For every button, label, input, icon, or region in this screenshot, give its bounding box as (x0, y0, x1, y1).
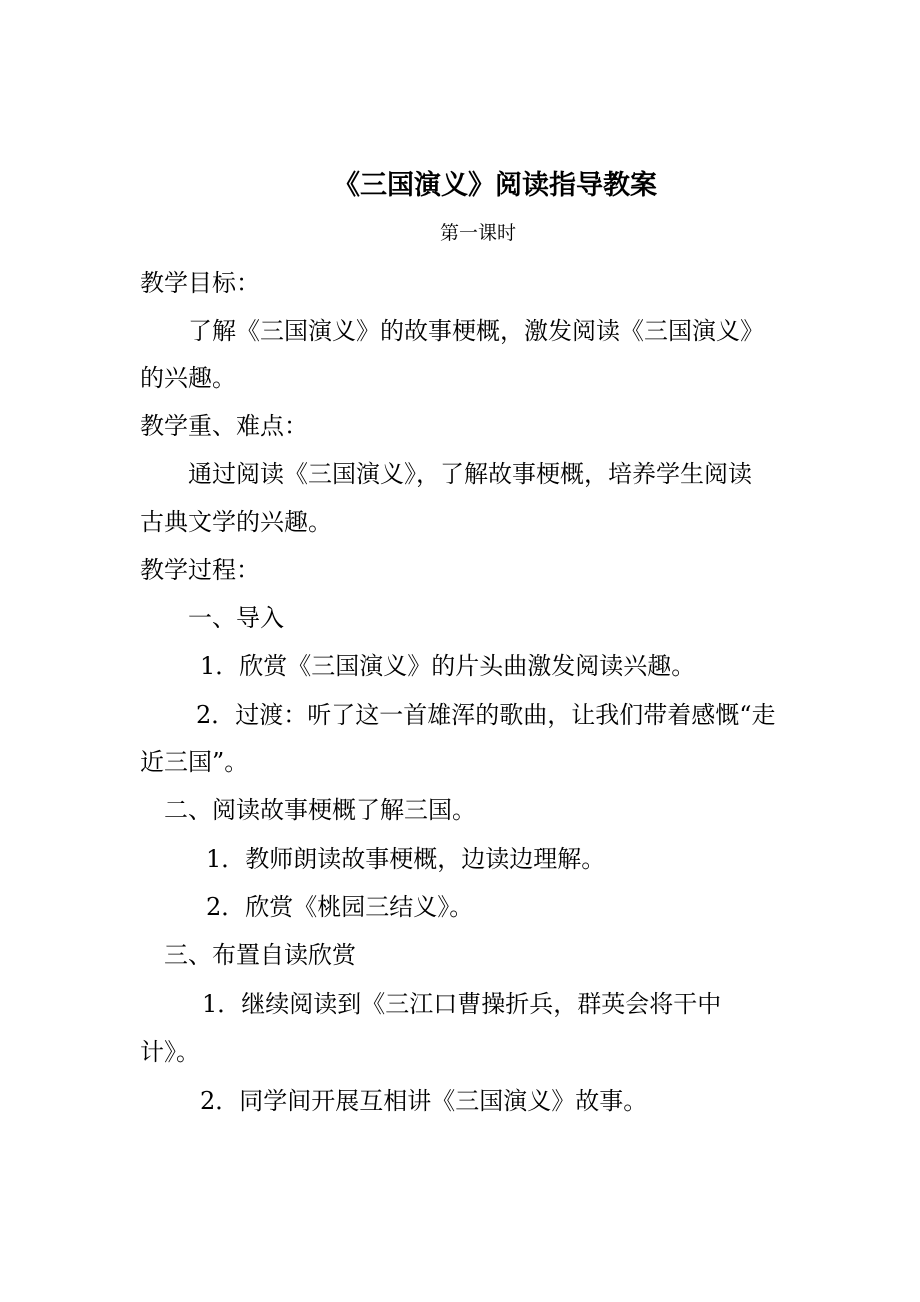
key-points-heading: 教学重、难点： (140, 412, 308, 440)
objectives-text-line-2: 的兴趣。 (140, 364, 236, 392)
section-3-item-1-line-2: 计》。 (140, 1038, 200, 1066)
section-1-heading: 一、导入 (188, 604, 284, 632)
key-points-text-line-2: 古典文学的兴趣。 (140, 508, 332, 536)
objectives-heading: 教学目标： (140, 269, 260, 297)
key-points-text-line-1: 通过阅读《三国演义》，了解故事梗概，培养学生阅读 (188, 460, 752, 488)
section-1-item-2-line-2: 近三国”。 (140, 748, 249, 776)
process-heading: 教学过程： (140, 556, 260, 584)
section-2-item-2: 2．欣赏《桃园三结义》。 (206, 893, 474, 921)
objectives-text-line-1: 了解《三国演义》的故事梗概，激发阅读《三国演义》 (188, 317, 764, 345)
document-subtitle: 第一课时 (440, 222, 517, 244)
section-1-item-2-line-1: 2．过渡：听了这一首雄浑的歌曲，让我们带着感慨“走 (196, 701, 776, 729)
section-2-heading: 二、阅读故事梗概了解三国。 (164, 796, 476, 824)
section-3-heading: 三、布置自读欣赏 (164, 941, 356, 969)
section-3-item-1-line-1: 1．继续阅读到《三江口曹操折兵，群英会将干中 (202, 990, 722, 1018)
section-2-item-1: 1．教师朗读故事梗概，边读边理解。 (206, 845, 606, 873)
document-title: 《三国演义》阅读指导教案 (333, 170, 657, 201)
section-3-item-2: 2．同学间开展互相讲《三国演义》故事。 (200, 1087, 648, 1115)
section-1-item-1: 1．欣赏《三国演义》的片头曲激发阅读兴趣。 (200, 652, 696, 680)
